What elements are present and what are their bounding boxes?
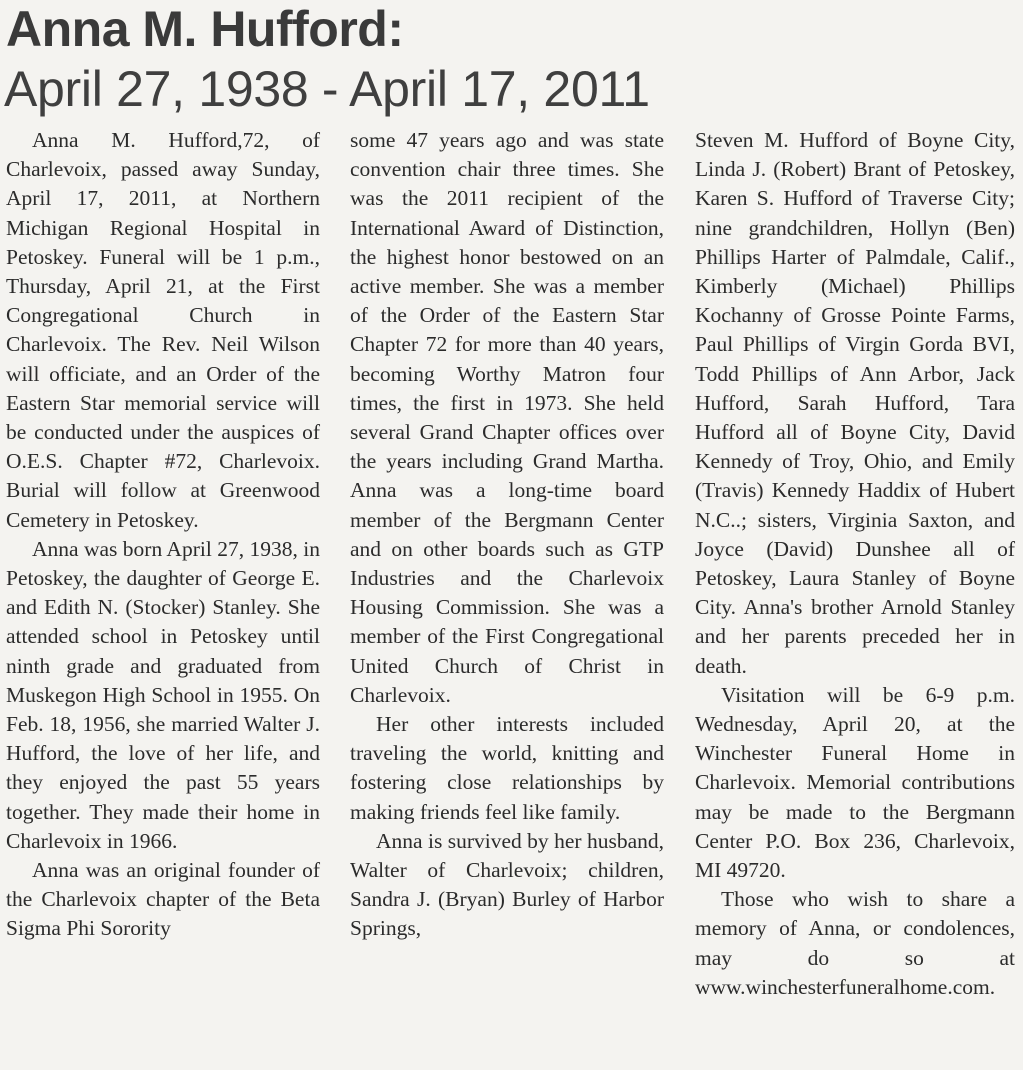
- article-body: [6, 126, 1020, 1070]
- paragraph: Anna is survived by her husband, Walter of Charlevoix; children, Sandra J. (Bryan) Burley of Harbor Springs,: [350, 828, 664, 941]
- paragraph: Anna was an original founder of the Charlevoix chapter of the Beta Sigma Phi Sorority: [6, 858, 320, 941]
- paragraph-continued: Steven M. Hufford of Boyne City, Linda J. (Robert) Brant of Petoskey, Karen S. Hufford of Traverse City; nine grandchildren, Hollyn (Ben) Phillips Harter of Palmdale, Calif., Kimberly (Michael) Phillips Kochanny of Grosse Pointe Farms, Paul Phillips of Virgin Gorda BVI, Todd Phillips of Ann Arbor, Jack Hufford, Sarah Hufford, Tara Hufford all of Boyne City, David Kennedy of Troy, Ohio, and Emily (Travis) Kennedy Haddix of Hubert N.C..; sisters, Virginia Saxton, and Joyce (David) Dunshee all of Petoskey, Laura Stanley of Boyne City. Anna's brother Arnold Stanley and her parents preceded her in death.: [695, 128, 1015, 678]
- obituary-dates: April 27, 1938 - April 17, 2011: [4, 61, 650, 117]
- column-2: [350, 126, 664, 944]
- paragraph: Anna M. Hufford,72, of Charlevoix, passed away Sunday, April 17, 2011, at Northern Michigan Regional Hospital in Petoskey. Funeral will be 1 p.m., Thursday, April 21, at the First Congregational Church in Charlevoix. The Rev. Neil Wilson will officiate, and an Order of the Eastern Star memorial service will be conducted under the auspices of O.E.S. Chapter #72, Charlevoix. Burial will follow at Greenwood Cemetery in Petoskey.: [6, 128, 320, 532]
- column-3: [695, 126, 1015, 1002]
- paragraph: Anna was born April 27, 1938, in Petoskey, the daughter of George E. and Edith N. (Stocker) Stanley. She attended school in Petoskey until ninth grade and graduated from Muskegon High School in 1955. On Feb. 18, 1956, she married Walter J. Hufford, the love of her life, and they enjoyed the past 55 years together. They made their home in Charlevoix in 1966.: [6, 536, 320, 853]
- paragraph: Visitation will be 6-9 p.m. Wednesday, April 20, at the Winchester Funeral Home in Charlevoix. Memorial contributions may be made to the Bergmann Center P.O. Box 236, Charlevoix, MI 49720.: [695, 682, 1015, 883]
- paragraph-continued: some 47 years ago and was state convention chair three times. She was the 2011 recipient of the International Award of Distinction, the highest honor bestowed on an active member. She was a member of the Order of the Eastern Star Chapter 72 for more than 40 years, becoming Worthy Matron four times, the first in 1973. She held several Grand Chapter offices over the years including Grand Martha. Anna was a long-time board member of the Bergmann Center and on other boards such as GTP Industries and the Charlevoix Housing Commission. She was a member of the First Congregational United Church of Christ in Charlevoix.: [350, 128, 664, 707]
- paragraph: Those who wish to share a memory of Anna, or condolences, may do so at www.winchesterfuneralhome.com.: [695, 887, 1015, 999]
- column-1: [6, 126, 320, 944]
- obituary-headline: Anna M. Hufford:: [6, 1, 404, 57]
- paragraph: Her other interests included traveling the world, knitting and fostering close relationships by making friends feel like family.: [350, 712, 664, 824]
